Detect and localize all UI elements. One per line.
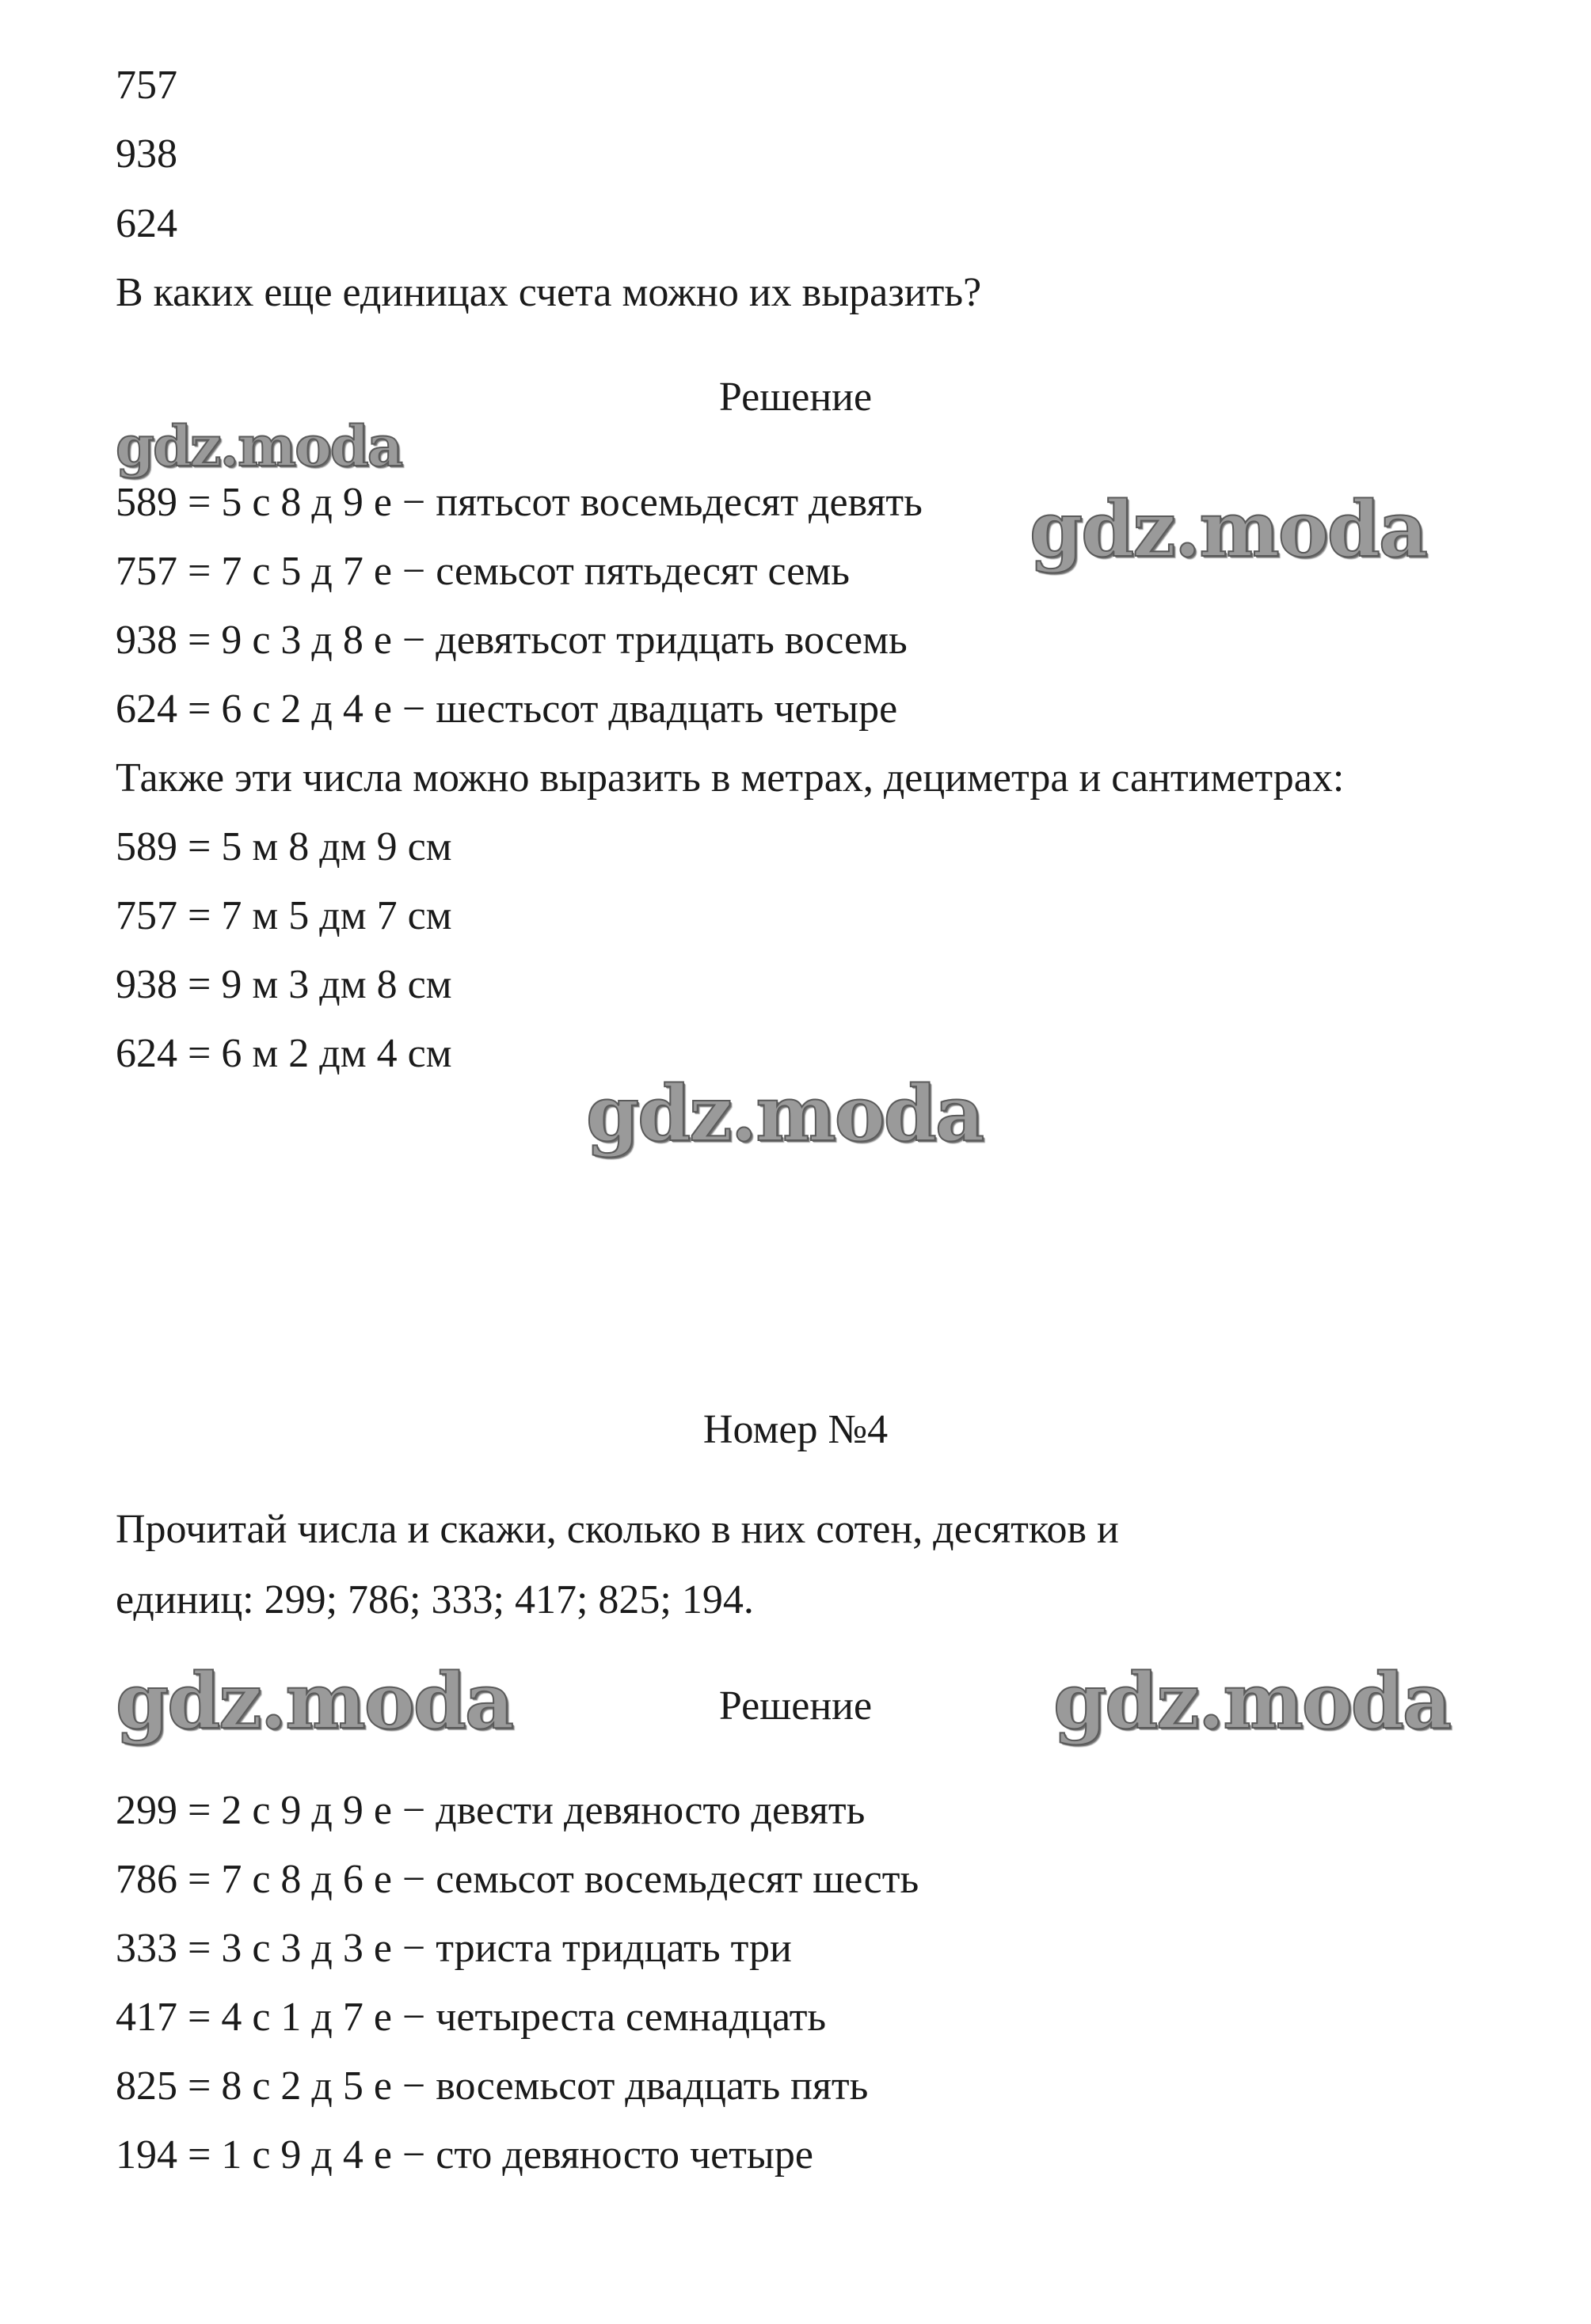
- solution-line: 825 = 8 с 2 д 5 е − восемьсот двадцать пять: [116, 2063, 869, 2109]
- top-line-1: 757: [116, 63, 177, 108]
- solution-line: 624 = 6 с 2 д 4 е − шестьсот двадцать четыре: [116, 687, 898, 732]
- task-number-title: Номер №4: [702, 1407, 889, 1452]
- question-line: В каких еще единицах счета можно их выразить?: [116, 270, 982, 315]
- top-line-3: 624: [116, 201, 177, 246]
- watermark-4: gdz.moda: [116, 1656, 513, 1746]
- solution-line: 589 = 5 с 8 д 9 е − пятьсот восемьдесят девять: [116, 480, 923, 525]
- solution-heading-2: Решение: [718, 1683, 873, 1729]
- watermark-1: gdz.moda: [116, 413, 402, 479]
- solution-line: 299 = 2 с 9 д 9 е − двести девяносто девять: [116, 1788, 866, 1833]
- top-line-2: 938: [116, 131, 177, 177]
- solution-line: 757 = 7 с 5 д 7 е − семьсот пятьдесят семь: [116, 549, 850, 594]
- solution-line: 938 = 9 м 3 дм 8 см: [116, 962, 452, 1007]
- units-intro-line: Также эти числа можно выразить в метрах, дециметра и сантиметрах:: [116, 755, 1345, 801]
- watermark-5: gdz.moda: [1053, 1656, 1451, 1746]
- solution-line: 417 = 4 с 1 д 7 е − четыреста семнадцать: [116, 1995, 827, 2040]
- solution-line: 333 = 3 с 3 д 3 е − триста тридцать три: [116, 1926, 792, 1971]
- task-line-2: единиц: 299; 786; 333; 417; 825; 194.: [116, 1577, 754, 1622]
- solution-line: 589 = 5 м 8 дм 9 см: [116, 824, 452, 869]
- watermark-3: gdz.moda: [586, 1069, 984, 1158]
- watermark-2: gdz.moda: [1030, 485, 1427, 574]
- solution-line: 757 = 7 м 5 дм 7 см: [116, 893, 452, 938]
- solution-line: 194 = 1 с 9 д 4 е − сто девяносто четыре: [116, 2132, 813, 2178]
- task-line-1: Прочитай числа и скажи, сколько в них сотен, десятков и: [116, 1507, 1119, 1552]
- solution-line: 624 = 6 м 2 дм 4 см: [116, 1031, 452, 1076]
- solution-line: 786 = 7 с 8 д 6 е − семьсот восемьдесят шесть: [116, 1857, 919, 1902]
- solution-heading-1: Решение: [718, 375, 873, 420]
- solution-line: 938 = 9 с 3 д 8 е − девятьсот тридцать восемь: [116, 618, 908, 663]
